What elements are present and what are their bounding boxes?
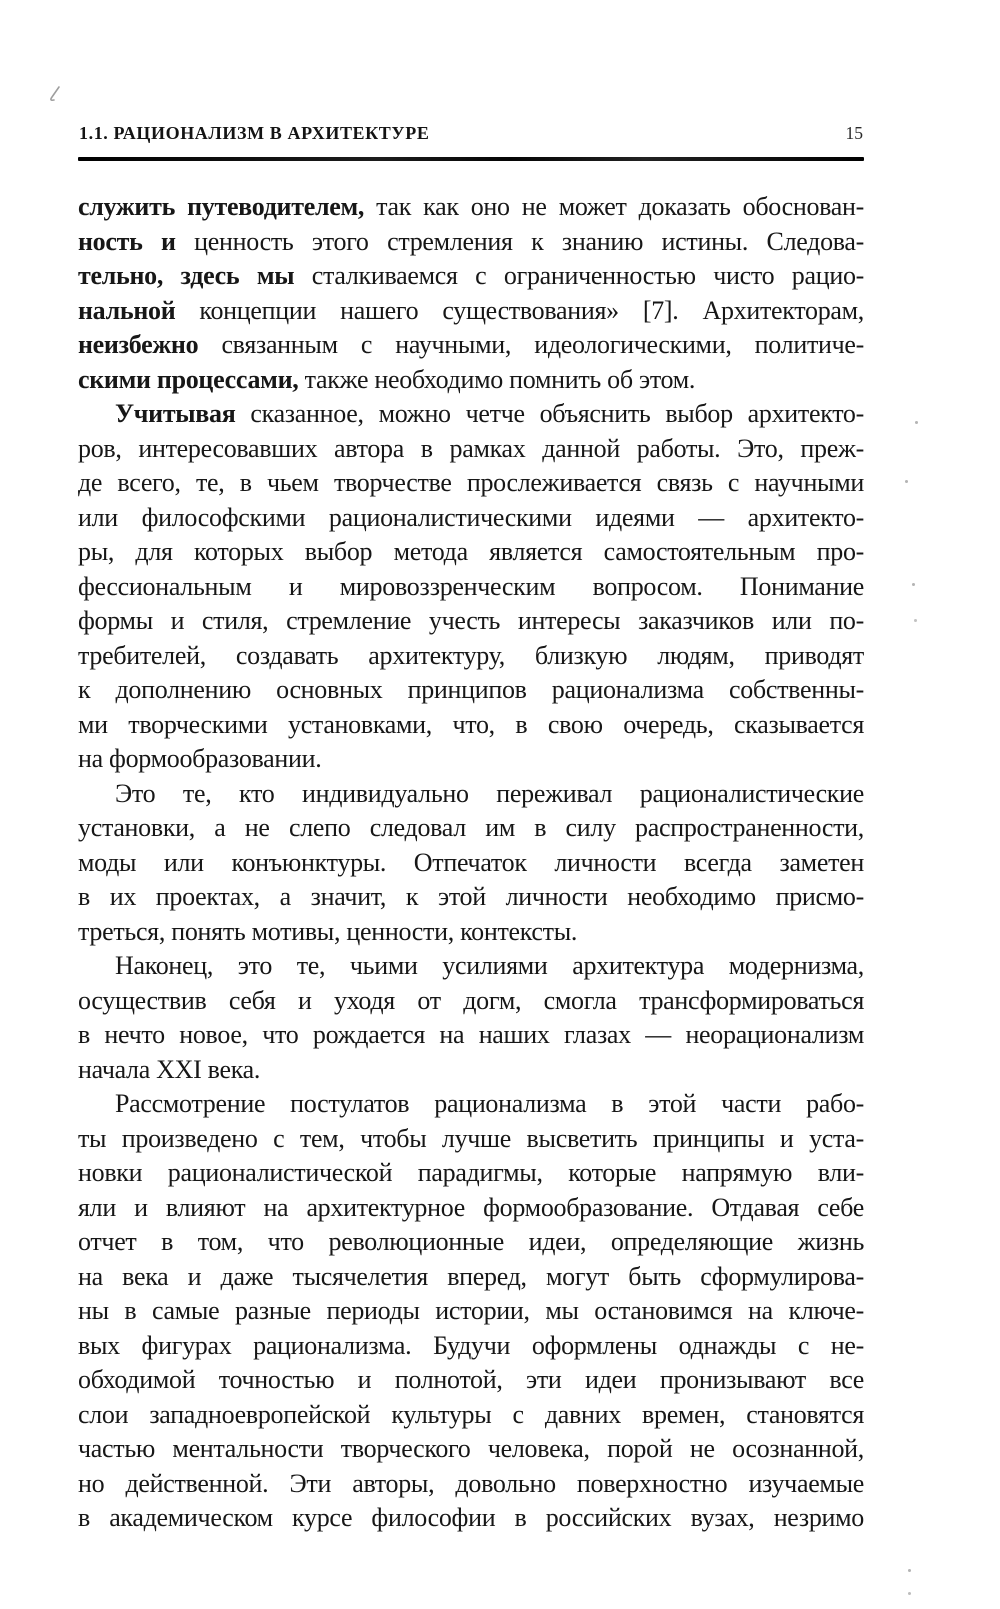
text-line: требителей, создавать архитектуру, близкую людям, приводят — [78, 640, 864, 670]
text-line: яли и влияют на архитектурное формообразование. Отдавая себе — [78, 1192, 864, 1222]
scan-speck-artifact — [908, 1592, 911, 1595]
text-line: ность и ценность этого стремления к знанию истины. Следова- — [78, 226, 864, 256]
text-line: в их проектах, а значит, к этой личности необходимо присмо- — [78, 882, 864, 911]
text-line: ров, интересовавших автора в рамках данной работы. Это, преж- — [78, 433, 864, 463]
scan-speck-artifact — [915, 421, 918, 424]
text-line: формы и стиля, стремление учесть интересы заказчиков или по- — [78, 606, 864, 635]
text-line: слои западноевропейской культуры с давних времен, становятся — [78, 1399, 864, 1429]
text-line: начала XXI века. — [78, 1054, 261, 1084]
scan-smudge-artifact — [46, 85, 66, 107]
text-line: нальной концепции нашего существования» [7]. Архитекторам, — [78, 295, 864, 325]
text-line: Наконец, это те, чьими усилиями архитектура модернизма, — [115, 951, 864, 980]
text-block — [78, 190, 864, 1536]
text-line: обходимой точностью и полнотой, эти идеи пронизывают все — [78, 1365, 864, 1394]
text-line: осуществив себя и уходя от догм, смогла трансформироваться — [78, 985, 864, 1015]
text-line: ты произведено с тем, чтобы лучше высветить принципы и уста- — [78, 1123, 864, 1153]
scan-speck-artifact — [905, 480, 908, 483]
text-line: служить путеводителем, так как оно не может доказать обоснован- — [78, 192, 864, 221]
text-line: вых фигурах рационализма. Будучи оформлены однажды с не- — [78, 1330, 864, 1360]
text-line: отчет в том, что революционные идеи, определяющие жизнь — [78, 1227, 864, 1256]
text-line: треться, понять мотивы, ценности, контексты. — [78, 916, 578, 946]
text-line: ры, для которых выбор метода является самостоятельным про- — [78, 537, 864, 566]
text-line: скими процессами, также необходимо помнить об этом. — [78, 364, 696, 394]
text-line: Это те, кто индивидуально переживал рационалистические — [115, 778, 864, 808]
text-line: ми творческими установками, что, в свою очередь, сказывается — [78, 709, 864, 739]
text-line: к дополнению основных принципов рационализма собственны- — [78, 675, 864, 704]
text-line: тельно, здесь мы сталкиваемся с ограниченностью чисто рацио- — [78, 261, 864, 290]
running-section-title: 1.1. РАЦИОНАЛИЗМ В АРХИТЕКТУРЕ — [79, 123, 430, 143]
text-line: или философскими рационалистическими идеями — архитекто- — [78, 502, 864, 532]
text-line: но действенной. Эти авторы, довольно поверхностно изучаемые — [78, 1468, 864, 1498]
text-line: в академическом курсе философии в российских вузах, незримо — [78, 1503, 864, 1532]
text-line: в нечто новое, что рождается на наших глазах — неорационализм — [78, 1020, 864, 1049]
text-line: частью ментальности творческого человека, порой не осознанной, — [78, 1434, 864, 1463]
text-line: на формообразовании. — [78, 744, 322, 773]
text-line: на века и даже тысячелетия вперед, могут быть сформулирова- — [78, 1261, 864, 1291]
text-line: де всего, те, в чьем творчестве прослеживается связь с научными — [78, 468, 864, 497]
text-line: фессиональным и мировоззренческим вопросом. Понимание — [78, 571, 864, 601]
text-line: ны в самые разные периоды истории, мы остановимся на ключе- — [78, 1296, 864, 1325]
scan-speck-artifact — [914, 619, 917, 622]
text-line: установки, а не слепо следовал им в силу распространенности, — [78, 813, 864, 842]
text-line: Рассмотрение постулатов рационализма в этой части рабо- — [115, 1089, 864, 1118]
text-line: моды или конъюнктуры. Отпечаток личности всегда заметен — [78, 847, 864, 877]
scan-speck-artifact — [908, 1569, 911, 1572]
text-line: Учитывая сказанное, можно четче объяснить выбор архитекто- — [115, 399, 864, 428]
text-line: новки рационалистической парадигмы, которые напрямую вли- — [78, 1158, 864, 1187]
scan-speck-artifact — [912, 583, 915, 586]
text-line: неизбежно связанным с научными, идеологическими, политиче- — [78, 330, 864, 359]
header-rule — [78, 157, 864, 161]
page-number: 15 — [845, 123, 863, 143]
page-header — [79, 123, 863, 144]
